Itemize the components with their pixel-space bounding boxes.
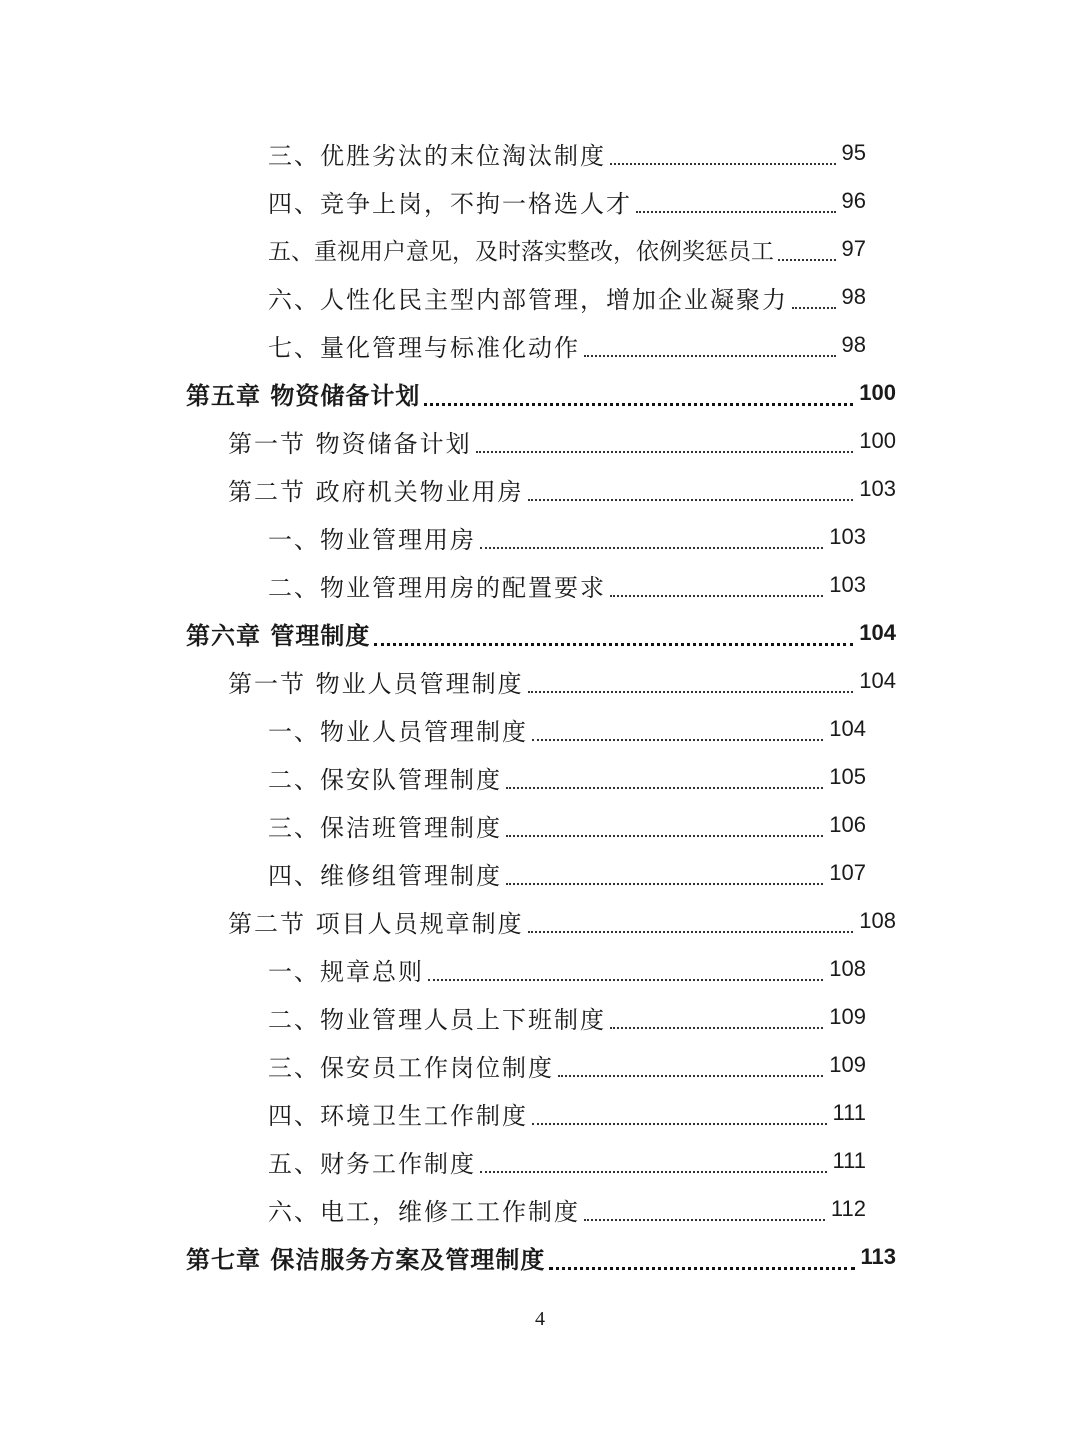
toc-subsection-entry[interactable] <box>0 225 1080 273</box>
toc-dot-leader <box>532 1119 827 1125</box>
toc-entry-page: 111 <box>832 1100 866 1125</box>
toc-subsection-entry[interactable] <box>0 1137 1080 1185</box>
page-number: 4 <box>535 1308 545 1330</box>
toc-entry-title: 第七章 保洁服务方案及管理制度 <box>186 1244 546 1274</box>
toc-entry-page: 113 <box>860 1244 896 1269</box>
toc-dot-leader <box>506 783 823 789</box>
toc-entry-title: 一、物业管理用房 <box>268 525 476 554</box>
toc-dot-leader <box>528 927 854 933</box>
toc-entry-title: 五、重视用户意见，及时落实整改，依例奖惩员工 <box>268 238 774 265</box>
toc-entry-page: 98 <box>841 284 866 309</box>
toc-dot-leader <box>558 1071 823 1077</box>
toc-entry-page: 111 <box>832 1148 866 1173</box>
toc-section-entry[interactable] <box>0 657 1080 705</box>
toc-entry-title: 第六章 管理制度 <box>186 620 371 650</box>
toc-entry-title: 二、物业管理用房的配置要求 <box>268 573 606 602</box>
toc-dot-leader <box>506 879 823 885</box>
toc-entry-page: 108 <box>829 956 866 981</box>
toc-dot-leader <box>506 831 823 837</box>
toc-subsection-entry[interactable] <box>0 753 1080 801</box>
toc-entry-page: 109 <box>829 1004 866 1029</box>
toc-dot-leader <box>610 1023 823 1029</box>
toc-entry-page: 104 <box>829 716 866 741</box>
toc-entry-title: 一、物业人员管理制度 <box>268 717 528 746</box>
toc-dot-leader <box>528 687 854 693</box>
toc-entry-title: 二、物业管理人员上下班制度 <box>268 1005 606 1034</box>
toc-dot-leader <box>584 351 836 357</box>
toc-entry-page: 107 <box>829 860 866 885</box>
toc-chapter-entry[interactable] <box>0 609 1080 657</box>
toc-dot-leader <box>584 1215 825 1221</box>
toc-entry-page: 103 <box>859 476 896 501</box>
toc-entry-title: 第五章 物资储备计划 <box>186 380 421 410</box>
toc-dot-leader <box>610 591 823 597</box>
toc-entry-title: 第二节 项目人员规章制度 <box>228 909 524 938</box>
toc-chapter-entry[interactable] <box>0 369 1080 417</box>
toc-entry-title: 七、量化管理与标准化动作 <box>268 333 580 362</box>
toc-entry-page: 109 <box>829 1052 866 1077</box>
toc-entry-title: 三、优胜劣汰的末位淘汰制度 <box>268 141 606 170</box>
toc-dot-leader <box>424 399 853 406</box>
toc-subsection-entry[interactable] <box>0 1041 1080 1089</box>
toc-dot-leader <box>610 159 836 165</box>
toc-entry-page: 103 <box>829 524 866 549</box>
toc-dot-leader <box>549 1263 854 1270</box>
toc-subsection-entry[interactable] <box>0 129 1080 177</box>
toc-subsection-entry[interactable] <box>0 993 1080 1041</box>
toc-entry-title: 四、维修组管理制度 <box>268 861 502 890</box>
toc-subsection-entry[interactable] <box>0 849 1080 897</box>
toc-dot-leader <box>792 303 836 309</box>
toc-section-entry[interactable] <box>0 417 1080 465</box>
toc-entry-page: 105 <box>829 764 866 789</box>
toc-entry-page: 104 <box>859 620 896 645</box>
toc-dot-leader <box>428 975 823 981</box>
toc-subsection-entry[interactable] <box>0 1185 1080 1233</box>
toc-subsection-entry[interactable] <box>0 513 1080 561</box>
toc-dot-leader <box>778 255 836 261</box>
toc-entry-page: 100 <box>859 428 896 453</box>
toc-dot-leader <box>374 639 853 646</box>
toc-section-entry[interactable] <box>0 465 1080 513</box>
toc-dot-leader <box>532 735 823 741</box>
toc-entry-page: 96 <box>841 188 866 213</box>
toc-entry-page: 106 <box>829 812 866 837</box>
toc-subsection-entry[interactable] <box>0 177 1080 225</box>
toc-entry-title: 一、规章总则 <box>268 957 424 986</box>
toc-subsection-entry[interactable] <box>0 273 1080 321</box>
toc-entry-page: 104 <box>859 668 896 693</box>
toc-subsection-entry[interactable] <box>0 945 1080 993</box>
toc-entry-page: 95 <box>841 140 866 165</box>
toc-subsection-entry[interactable] <box>0 705 1080 753</box>
toc-entry-page: 100 <box>859 380 896 405</box>
toc-dot-leader <box>476 447 854 453</box>
toc-entry-title: 五、财务工作制度 <box>268 1149 476 1178</box>
toc-dot-leader <box>480 1167 827 1173</box>
toc-dot-leader <box>480 543 823 549</box>
toc-entry-title: 三、保安员工作岗位制度 <box>268 1053 554 1082</box>
table-of-contents <box>0 129 1080 1281</box>
toc-dot-leader <box>636 207 836 213</box>
toc-entry-page: 112 <box>830 1196 866 1221</box>
toc-entry-title: 第一节 物资储备计划 <box>228 429 472 458</box>
toc-entry-title: 第二节 政府机关物业用房 <box>228 477 524 506</box>
toc-subsection-entry[interactable] <box>0 321 1080 369</box>
toc-subsection-entry[interactable] <box>0 1089 1080 1137</box>
toc-entry-page: 103 <box>829 572 866 597</box>
toc-entry-title: 六、人性化民主型内部管理，增加企业凝聚力 <box>268 285 788 314</box>
toc-entry-title: 四、环境卫生工作制度 <box>268 1101 528 1130</box>
toc-entry-title: 第一节 物业人员管理制度 <box>228 669 524 698</box>
toc-entry-title: 四、竞争上岗，不拘一格选人才 <box>268 189 632 218</box>
toc-entry-title: 六、电工，维修工工作制度 <box>268 1197 580 1226</box>
toc-entry-page: 98 <box>841 332 866 357</box>
toc-entry-title: 三、保洁班管理制度 <box>268 813 502 842</box>
toc-dot-leader <box>528 495 854 501</box>
toc-entry-page: 97 <box>841 236 866 261</box>
toc-subsection-entry[interactable] <box>0 561 1080 609</box>
toc-entry-title: 二、保安队管理制度 <box>268 765 502 794</box>
toc-chapter-entry[interactable] <box>0 1233 1080 1281</box>
toc-subsection-entry[interactable] <box>0 801 1080 849</box>
toc-section-entry[interactable] <box>0 897 1080 945</box>
toc-entry-page: 108 <box>859 908 896 933</box>
